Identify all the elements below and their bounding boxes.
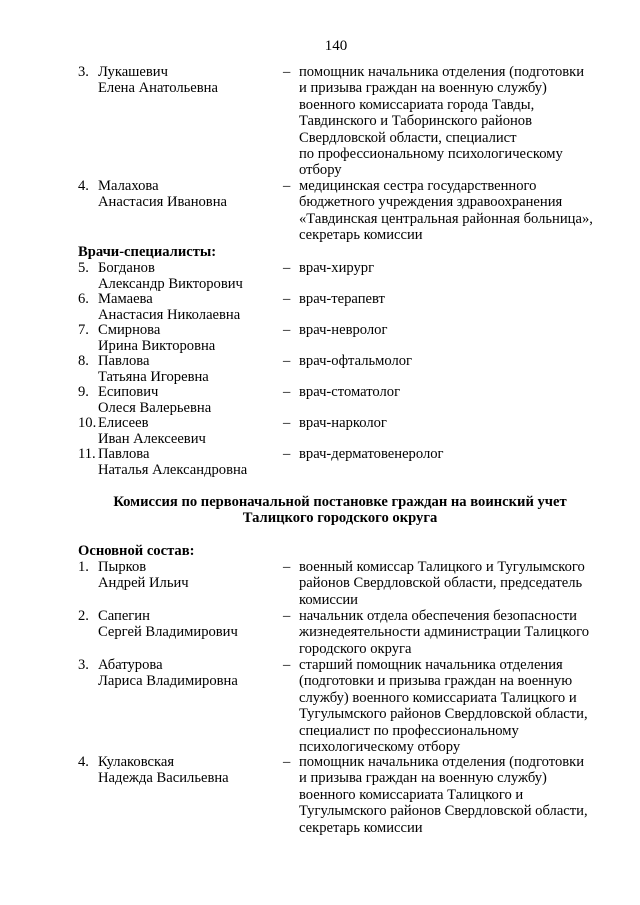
member-number: 2. (78, 608, 89, 624)
member-role (299, 291, 619, 307)
role-line: военного комиссариата города Тавды, (299, 96, 535, 113)
member-surname: Елисеев (98, 415, 149, 431)
member-surname: Малахова (98, 178, 159, 194)
role-line: врач-невролог (299, 322, 388, 338)
member-given-names: Елена Анатольевна (98, 80, 218, 97)
role-line: помощник начальника отделения (подготовки (299, 64, 585, 80)
member-name (98, 64, 291, 97)
role-line: военный комиссар Талицкого и Тугулымского (299, 559, 585, 575)
main-composition-heading: Основной состав: (78, 543, 195, 559)
member-given-names: Андрей Ильич (98, 575, 189, 592)
role-line: и призыва граждан на военную службу) (299, 80, 547, 97)
member-role (299, 608, 619, 657)
role-line: помощник начальника отделения (подготовки (299, 754, 585, 770)
member-surname: Сапегин (98, 608, 150, 624)
member-given-names: Лариса Владимировна (98, 673, 238, 690)
role-line: бюджетного учреждения здравоохранения (299, 194, 563, 211)
dash: – (283, 754, 291, 770)
role-line: Свердловской области, специалист (299, 129, 517, 146)
member-role (299, 64, 619, 179)
member-name (98, 291, 291, 324)
role-line: и призыва граждан на военную службу) (299, 770, 547, 787)
role-line: комиссии (299, 591, 358, 608)
commission-title (80, 494, 600, 527)
role-line: «Тавдинская центральная районная больница», (299, 210, 593, 227)
role-line: врач-дерматовенеролог (299, 446, 444, 462)
member-role (299, 754, 619, 836)
member-role (299, 353, 619, 369)
member-given-names: Ирина Викторовна (98, 338, 216, 355)
member-number: 10. (78, 415, 97, 431)
dash: – (283, 291, 291, 307)
role-line: врач-нарколог (299, 415, 387, 431)
member-given-names: Наталья Александровна (98, 462, 248, 479)
member-name (98, 353, 291, 386)
role-line: военного комиссариата Талицкого и (299, 786, 524, 803)
member-surname: Павлова (98, 353, 150, 369)
role-line: районов Свердловской области, председатель (299, 575, 583, 592)
member-role (299, 322, 619, 338)
role-line: врач-стоматолог (299, 384, 401, 400)
member-name (98, 260, 291, 293)
role-line: отбору (299, 162, 342, 179)
member-surname: Кулаковская (98, 754, 175, 770)
member-name (98, 178, 291, 211)
member-number: 8. (78, 353, 89, 369)
dash: – (283, 322, 291, 338)
member-given-names: Татьяна Игоревна (98, 369, 209, 386)
role-line: врач-офтальмолог (299, 353, 413, 369)
member-role (299, 446, 619, 462)
member-surname: Богданов (98, 260, 155, 276)
role-line: начальник отдела обеспечения безопасности (299, 608, 577, 624)
member-number: 4. (78, 178, 89, 194)
member-surname: Мамаева (98, 291, 153, 307)
member-surname: Лукашевич (98, 64, 168, 80)
member-given-names: Александр Викторович (98, 276, 243, 293)
member-number: 3. (78, 657, 89, 673)
member-given-names: Иван Алексеевич (98, 431, 206, 448)
member-given-names: Сергей Владимирович (98, 624, 238, 641)
member-number: 7. (78, 322, 89, 338)
role-line: специалист по профессиональному (299, 722, 519, 739)
dash: – (283, 415, 291, 431)
member-number: 11. (78, 446, 96, 462)
member-name (98, 754, 291, 787)
member-number: 4. (78, 754, 89, 770)
member-name (98, 657, 291, 690)
dash: – (283, 608, 291, 624)
role-line: жизнедеятельности администрации Талицкого (299, 624, 590, 641)
member-number: 3. (78, 64, 89, 80)
commission-title-line: Талицкого городского округа (242, 510, 438, 527)
dash: – (283, 657, 291, 673)
role-line: секретарь комиссии (299, 227, 423, 244)
role-line: психологическому отбору (299, 739, 461, 756)
member-role (299, 260, 619, 276)
member-role (299, 559, 619, 608)
member-role (299, 657, 619, 755)
member-surname: Абатурова (98, 657, 163, 673)
member-name (98, 322, 291, 355)
role-line: врач-терапевт (299, 291, 385, 307)
member-role (299, 178, 619, 244)
doctors-heading: Врачи-специалисты: (78, 244, 217, 260)
member-number: 1. (78, 559, 89, 575)
dash: – (283, 559, 291, 575)
dash: – (283, 384, 291, 400)
role-line: Тугулымского районов Свердловской области, (299, 803, 588, 820)
dash: – (283, 353, 291, 369)
role-line: Тавдинского и Таборинского районов (299, 113, 532, 130)
dash: – (283, 64, 291, 80)
member-role (299, 415, 619, 431)
role-line: (подготовки и призыва граждан на военную (299, 673, 573, 690)
member-role (299, 384, 619, 400)
role-line: Тугулымского районов Свердловской области, (299, 706, 588, 723)
member-given-names: Анастасия Ивановна (98, 194, 227, 211)
member-name (98, 446, 291, 479)
member-name (98, 415, 291, 448)
dash: – (283, 260, 291, 276)
member-number: 9. (78, 384, 89, 400)
member-name (98, 608, 291, 641)
role-line: медицинская сестра государственного (299, 178, 537, 194)
role-line: службу) военного комиссариата Талицкого и (299, 689, 577, 706)
member-surname: Смирнова (98, 322, 161, 338)
commission-title-line: Комиссия по первоначальной постановке граждан на воинский учет (113, 494, 567, 510)
member-number: 6. (78, 291, 89, 307)
page-number: 140 (324, 38, 348, 54)
dash: – (283, 446, 291, 462)
role-line: врач-хирург (299, 260, 375, 276)
role-line: секретарь комиссии (299, 819, 423, 836)
member-given-names: Анастасия Николаевна (98, 307, 241, 324)
member-surname: Павлова (98, 446, 150, 462)
member-name (98, 384, 291, 417)
role-line: городского округа (299, 640, 412, 657)
member-number: 5. (78, 260, 89, 276)
member-surname: Пырков (98, 559, 147, 575)
member-surname: Есипович (98, 384, 159, 400)
member-name (98, 559, 291, 592)
role-line: по профессиональному психологическому (299, 146, 563, 163)
role-line: старший помощник начальника отделения (299, 657, 563, 673)
member-given-names: Олеся Валерьевна (98, 400, 212, 417)
dash: – (283, 178, 291, 194)
member-given-names: Надежда Васильевна (98, 770, 229, 787)
